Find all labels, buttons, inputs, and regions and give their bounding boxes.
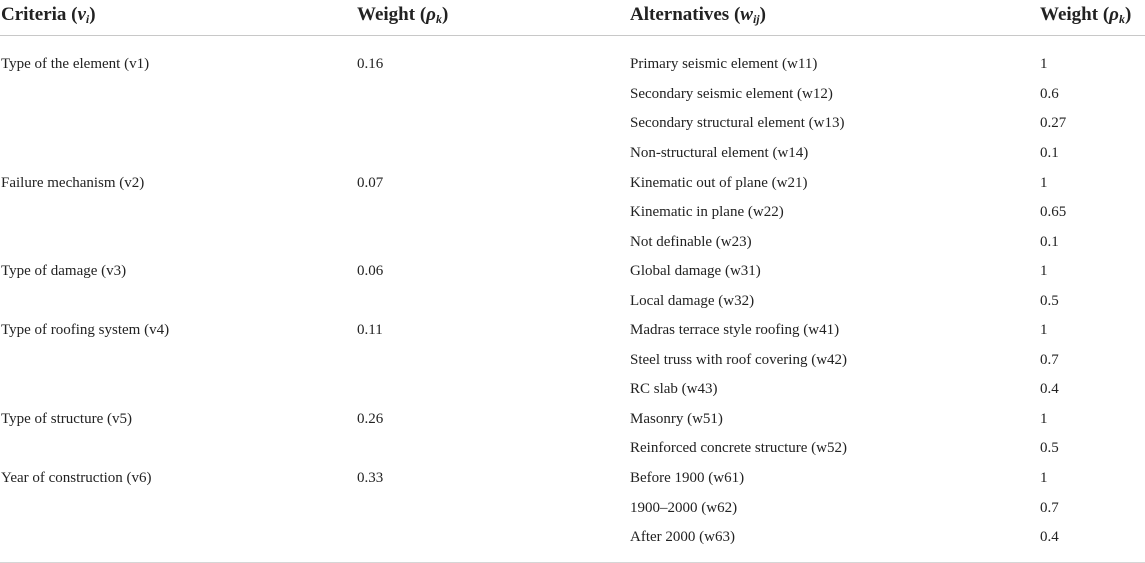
alternative-weight: 0.27 [1040,115,1067,131]
criteria-weight: 0.16 [357,56,384,72]
header-weight-alternatives: Weight $(\rho_k)$ [1040,4,1132,26]
criteria-weight: 0.26 [357,411,384,427]
criteria-weight: 0.33 [357,470,384,486]
criteria-label: Type of damage (v3) [1,263,127,279]
criteria-weight: 0.07 [357,175,384,191]
alternative-label: Local damage (w32) [630,293,755,309]
alternative-label: RC slab (w43) [630,381,718,397]
alternative-label: 1900–2000 (w62) [630,500,738,516]
criteria-label: Year of construction (v6) [1,470,152,486]
alternative-label: Kinematic in plane (w22) [630,204,784,220]
table-header [0,0,1145,34]
alternative-weight: 1 [1040,411,1048,427]
alternative-weight: 0.4 [1040,381,1059,397]
criteria-label: Type of roofing system (v4) [1,322,170,338]
alternative-label: After 2000 (w63) [630,529,735,545]
alternative-label: Global damage (w31) [630,263,761,279]
header-weight-criteria: Weight $(\rho_k)$ [357,4,449,26]
alternative-weight: 0.7 [1040,500,1059,516]
alternative-weight: 1 [1040,263,1048,279]
alternative-weight: 0.4 [1040,529,1059,545]
alternative-label: Secondary seismic element (w12) [630,86,833,102]
header-alternatives: Alternatives $(w_{ij})$ [630,4,766,26]
alternative-label: Before 1900 (w61) [630,470,745,486]
alternative-weight: 1 [1040,322,1048,338]
alternative-weight: 1 [1040,470,1048,486]
alternative-label: Secondary structural element (w13) [630,115,845,131]
alternative-weight: 0.6 [1040,86,1059,102]
header-criteria: Criteria $(v_i)$ [1,4,96,26]
alternative-label: Not definable (w23) [630,234,752,250]
alternative-weight: 1 [1040,56,1048,72]
alternative-label: Reinforced concrete structure (w52) [630,440,847,456]
alternative-label: Masonry (w51) [630,411,723,427]
alternative-weight: 1 [1040,175,1048,191]
alternative-weight: 0.5 [1040,293,1059,309]
alternative-label: Non-structural element (w14) [630,145,809,161]
alternative-label: Kinematic out of plane (w21) [630,175,808,191]
alternative-weight: 0.5 [1040,440,1059,456]
alternative-label: Madras terrace style roofing (w41) [630,322,840,338]
criteria-weight: 0.06 [357,263,384,279]
alternative-weight: 0.65 [1040,204,1067,220]
alternative-weight: 0.1 [1040,145,1059,161]
criteria-label: Type of structure (v5) [1,411,132,427]
alternative-weight: 0.1 [1040,234,1059,250]
alternative-label: Steel truss with roof covering (w42) [630,352,848,368]
criteria-label: Type of the element (v1) [1,56,150,72]
criteria-weight: 0.11 [357,322,383,338]
header-rule [0,35,1145,36]
alternative-label: Primary seismic element (w11) [630,56,818,72]
alternative-weight: 0.7 [1040,352,1059,368]
criteria-label: Failure mechanism (v2) [1,175,145,191]
